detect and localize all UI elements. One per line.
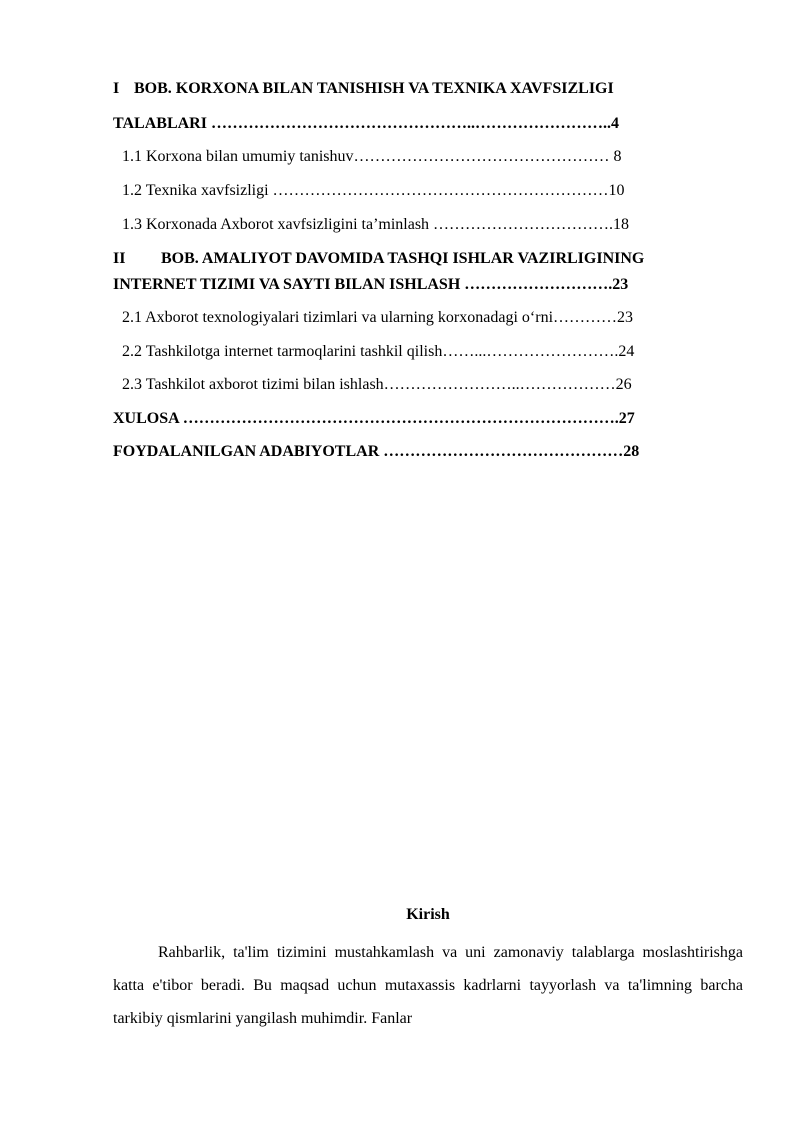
- toc-chapter-2-roman: II: [113, 250, 126, 267]
- toc-chapter-2-line1: BOB. AMALIYOT DAVOMIDA TASHQI ISHLAR VAZIRLIGINING: [161, 250, 645, 267]
- toc-chapter-1-line2[interactable]: TALABLARI …………………………………………..……………………..4: [113, 115, 619, 132]
- toc-chapter-1-line1: BOB. KORXONA BILAN TANISHISH VA TEXNIKA XAVFSIZLIGI: [134, 80, 614, 97]
- toc-chapter-1-title[interactable]: [113, 78, 614, 99]
- toc-section-1-3[interactable]: 1.3 Korxonada Axborot xavfsizligini ta’minlash …………………………….18: [122, 216, 630, 233]
- introduction-title: Kirish: [406, 906, 450, 923]
- toc-references[interactable]: FOYDALANILGAN ADABIYOTLAR ………………………………………28: [113, 443, 640, 460]
- introduction-section: [113, 903, 743, 1035]
- toc-chapter-2-title[interactable]: [113, 248, 644, 269]
- toc-section-2-2[interactable]: 2.2 Tashkilotga internet tarmoqlarini tashkil qilish……...…………………….24: [122, 343, 635, 360]
- toc-chapter-1-roman: I: [113, 80, 120, 97]
- introduction-paragraph: Rahbarlik, ta'lim tizimini mustahkamlash va uni zamonaviy talablarga moslashtirishga katta e'tibor beradi. Bu maqsad uchun mutaxassis kadrlarni tayyorlash va ta'limning barcha tarkibiy qismlarini yangilash muhimdir. Fanlar: [113, 944, 743, 1027]
- toc-section-1-1[interactable]: 1.1 Korxona bilan umumiy tanishuv………………………………………… 8: [122, 148, 622, 165]
- toc-section-1-2[interactable]: 1.2 Texnika xavfsizligi ………………………………………………………10: [122, 182, 625, 199]
- toc-conclusion[interactable]: XULOSA ……………………………………………………………………….27: [113, 410, 635, 427]
- toc-chapter-2-line2[interactable]: INTERNET TIZIMI VA SAYTI BILAN ISHLASH ……………………….23: [113, 276, 629, 293]
- toc-section-2-3[interactable]: 2.3 Tashkilot axborot tizimi bilan ishlash……………………..………………26: [122, 376, 632, 393]
- toc-section-2-1[interactable]: 2.1 Axborot texnologiyalari tizimlari va ularning korxonadagi o‘rni…………23: [122, 309, 634, 326]
